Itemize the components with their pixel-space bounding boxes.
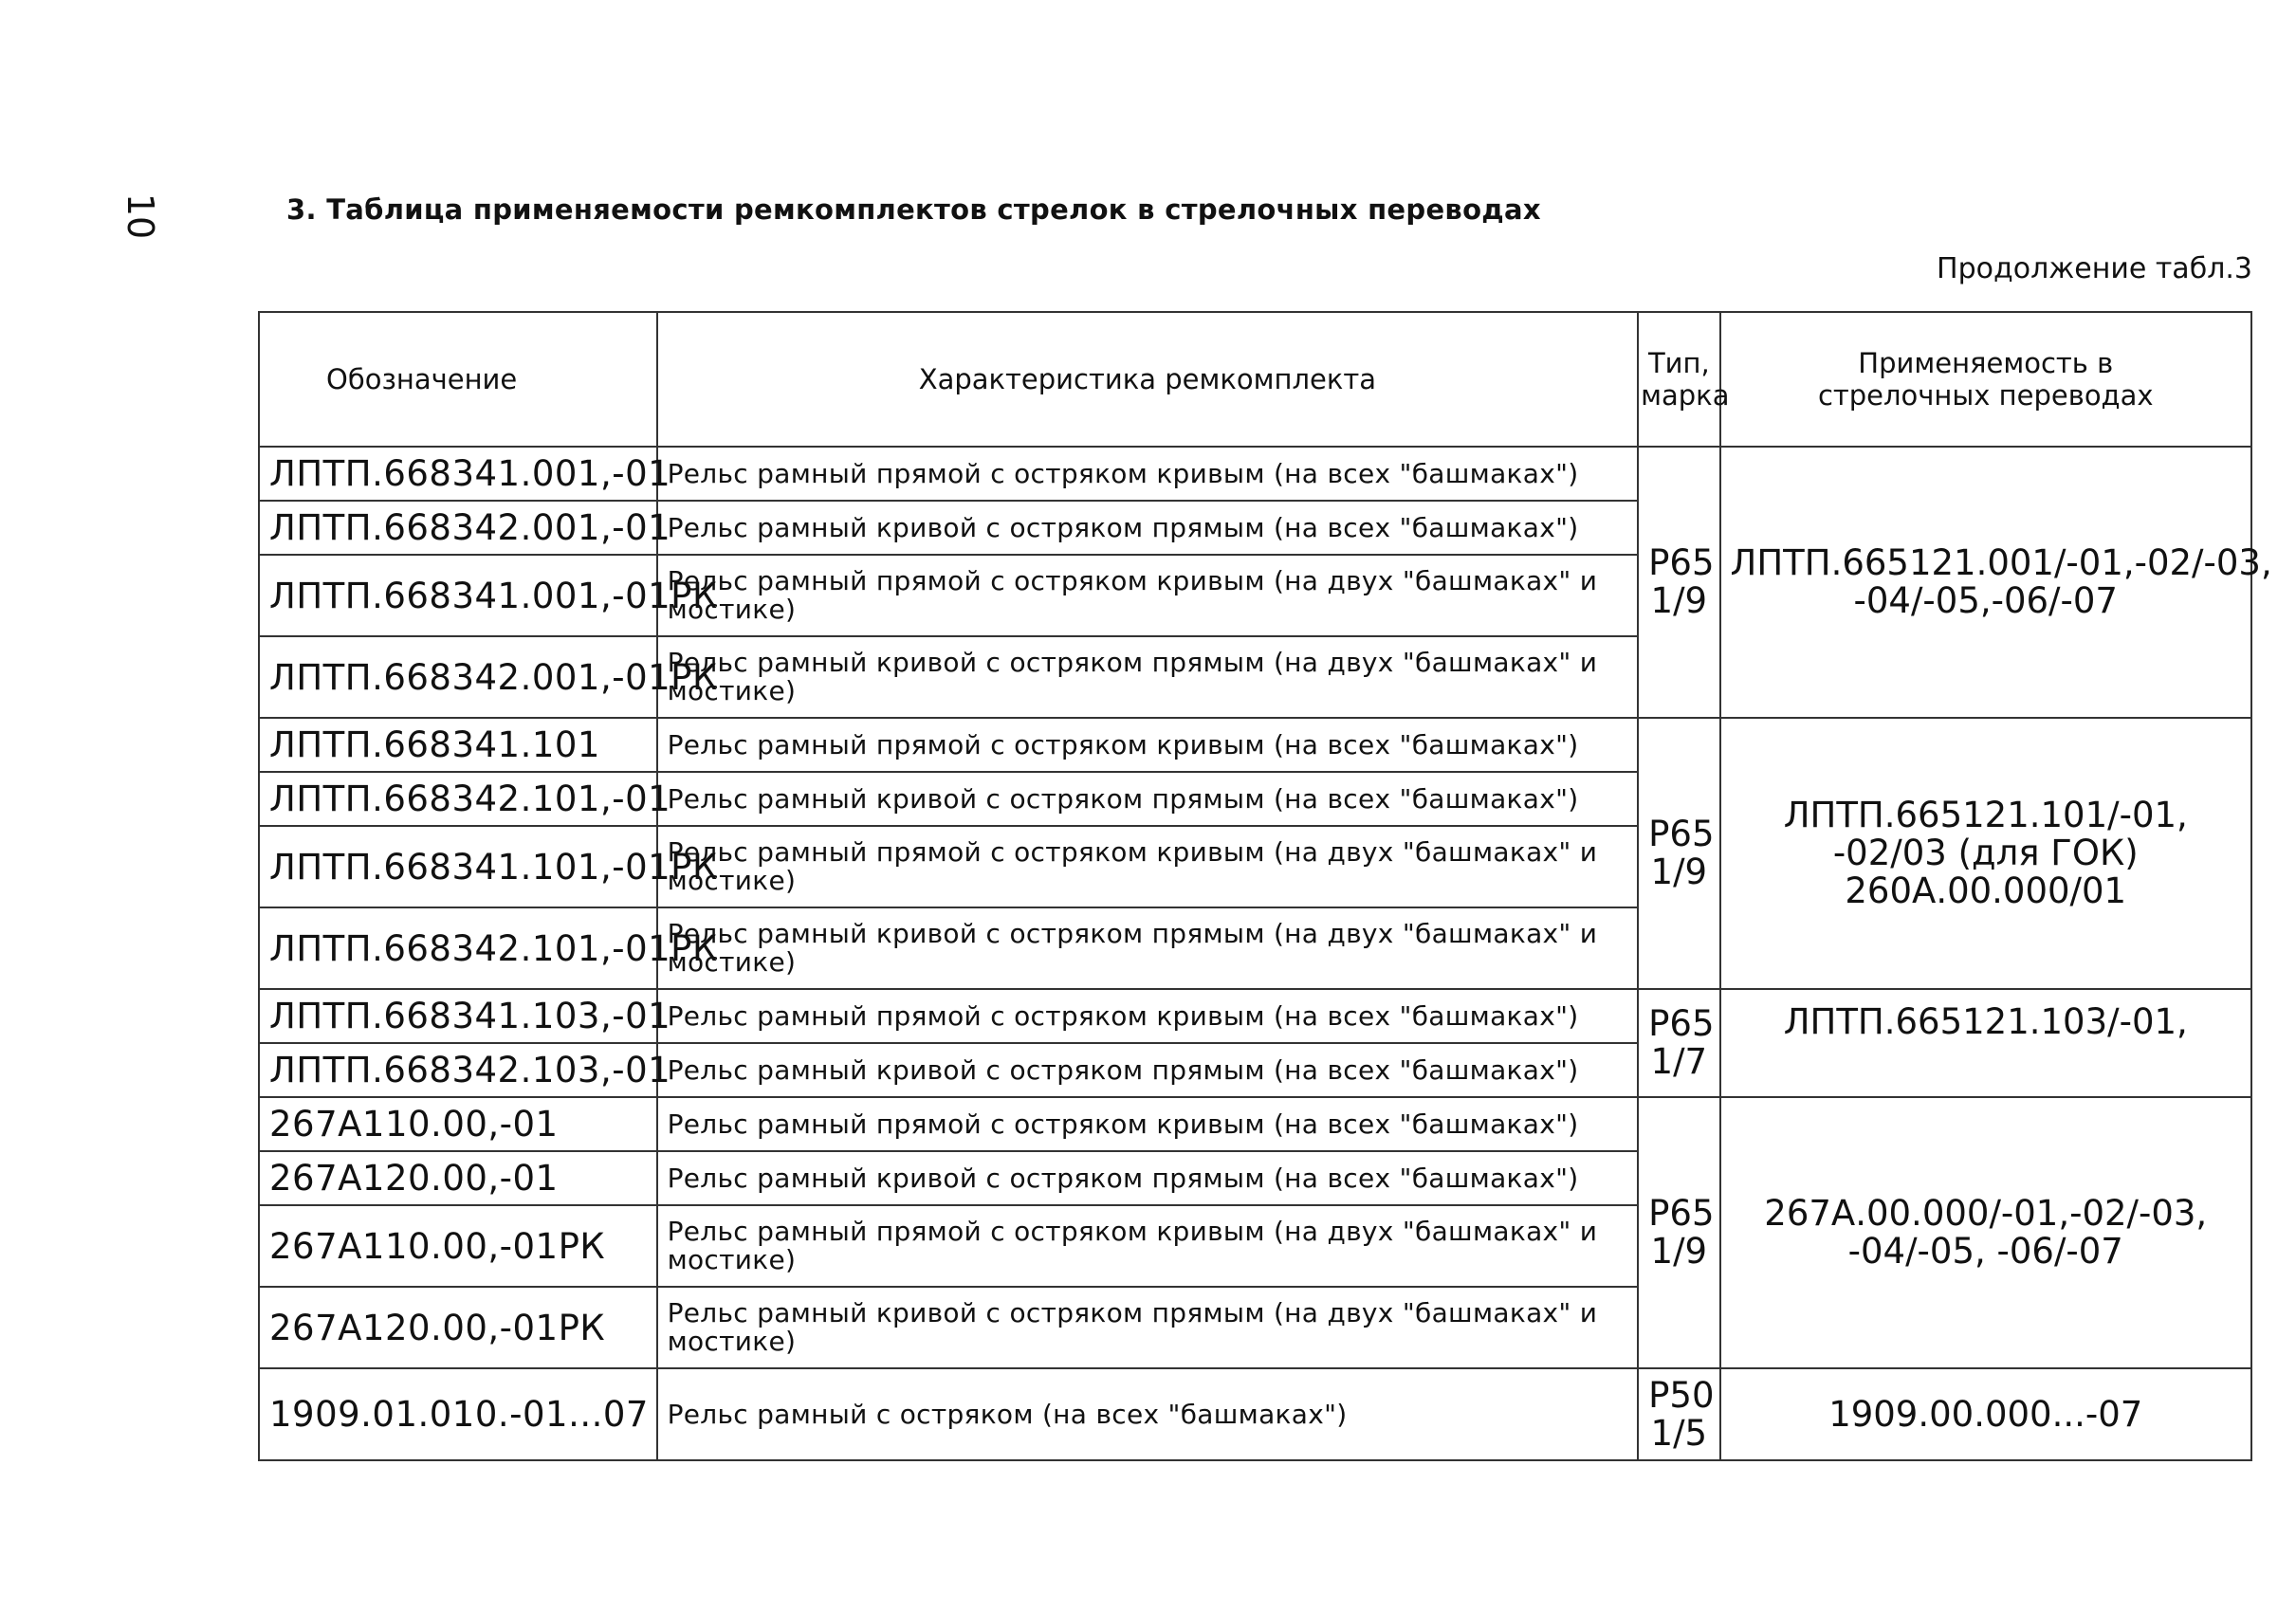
table-row — [259, 1368, 2251, 1460]
cell-description: Рельс рамный кривой с остряком прямым (на всех "башмаках") — [657, 772, 1639, 826]
header-code: Обозначение — [259, 312, 657, 447]
cell-type: Р65 1/9 — [1638, 718, 1719, 989]
table-row — [259, 989, 2251, 1043]
cell-description: Рельс рамный кривой с остряком прямым (на двух "башмаках" и мостике) — [657, 1287, 1639, 1368]
cell-description: Рельс рамный прямой с остряком кривым (на двух "башмаках" и мостике) — [657, 1205, 1639, 1287]
cell-code: 267А120.00,-01 — [259, 1151, 657, 1205]
cell-type: Р50 1/5 — [1638, 1368, 1719, 1460]
cell-description: Рельс рамный прямой с остряком кривым (на всех "башмаках") — [657, 1097, 1639, 1151]
cell-description: Рельс рамный прямой с остряком кривым (на всех "башмаках") — [657, 718, 1639, 772]
cell-description: Рельс рамный с остряком (на всех "башмаках") — [657, 1368, 1639, 1460]
cell-code: ЛПТП.668341.101,-01РК — [259, 826, 657, 907]
cell-code: ЛПТП.668341.001,-01РК — [259, 555, 657, 636]
cell-code: ЛПТП.668341.103,-01 — [259, 989, 657, 1043]
page-number: 10 — [119, 192, 161, 240]
table-row — [259, 447, 2251, 501]
cell-code: 267А110.00,-01РК — [259, 1205, 657, 1287]
cell-description: Рельс рамный прямой с остряком кривым (на двух "башмаках" и мостике) — [657, 555, 1639, 636]
cell-code: ЛПТП.668341.001,-01 — [259, 447, 657, 501]
header-applicability: Применяемость в стрелочных переводах — [1720, 312, 2252, 447]
cell-applicability: ЛПТП.665121.101/-01, -02/03 (для ГОК) 260А.00.000/01 — [1720, 718, 2252, 989]
applicability-table — [258, 311, 2272, 1461]
cell-applicability: 1909.00.000...-07 — [1720, 1368, 2252, 1460]
cell-description: Рельс рамный кривой с остряком прямым (на двух "башмаках" и мостике) — [657, 636, 1639, 718]
cell-description: Рельс рамный прямой с остряком кривым (на всех "башмаках") — [657, 447, 1639, 501]
cell-code: 267А120.00,-01РК — [259, 1287, 657, 1368]
cell-applicability: 267А.00.000/-01,-02/-03, -04/-05, -06/-07 — [1720, 1097, 2252, 1368]
cell-type: Р65 1/9 — [1638, 1097, 1719, 1368]
header-type: Тип, марка — [1638, 312, 1719, 447]
cell-description: Рельс рамный кривой с остряком прямым (на двух "башмаках" и мостике) — [657, 907, 1639, 989]
cell-applicability: ЛПТП.665121.001/-01,-02/-03, -04/-05,-06/-07 — [1720, 447, 2252, 718]
header-description: Характеристика ремкомплекта — [657, 312, 1639, 447]
cell-code: ЛПТП.668342.001,-01РК — [259, 636, 657, 718]
cell-applicability: ЛПТП.665121.103/-01, — [1720, 989, 2252, 1097]
cell-code: ЛПТП.668342.103,-01 — [259, 1043, 657, 1097]
cell-description: Рельс рамный кривой с остряком прямым (на всех "башмаках") — [657, 501, 1639, 555]
cell-code: ЛПТП.668342.101,-01РК — [259, 907, 657, 989]
cell-type: Р65 1/7 — [1638, 989, 1719, 1097]
cell-type: Р65 1/9 — [1638, 447, 1719, 718]
cell-code: 267А110.00,-01 — [259, 1097, 657, 1151]
table-continuation-label: Продолжение табл.3 — [1937, 252, 2252, 285]
table-row — [259, 718, 2251, 772]
cell-code: ЛПТП.668342.001,-01 — [259, 501, 657, 555]
cell-description: Рельс рамный прямой с остряком кривым (на всех "башмаках") — [657, 989, 1639, 1043]
cell-description: Рельс рамный прямой с остряком кривым (на двух "башмаках" и мостике) — [657, 826, 1639, 907]
cell-description: Рельс рамный кривой с остряком прямым (на всех "башмаках") — [657, 1043, 1639, 1097]
table-header-row — [259, 312, 2251, 447]
cell-code: ЛПТП.668341.101 — [259, 718, 657, 772]
cell-code: ЛПТП.668342.101,-01 — [259, 772, 657, 826]
cell-description: Рельс рамный кривой с остряком прямым (на всех "башмаках") — [657, 1151, 1639, 1205]
page-title: 3. Таблица применяемости ремкомплектов стрелок в стрелочных переводах — [286, 193, 1541, 226]
cell-code: 1909.01.010.-01...07 — [259, 1368, 657, 1460]
table-row — [259, 1097, 2251, 1151]
